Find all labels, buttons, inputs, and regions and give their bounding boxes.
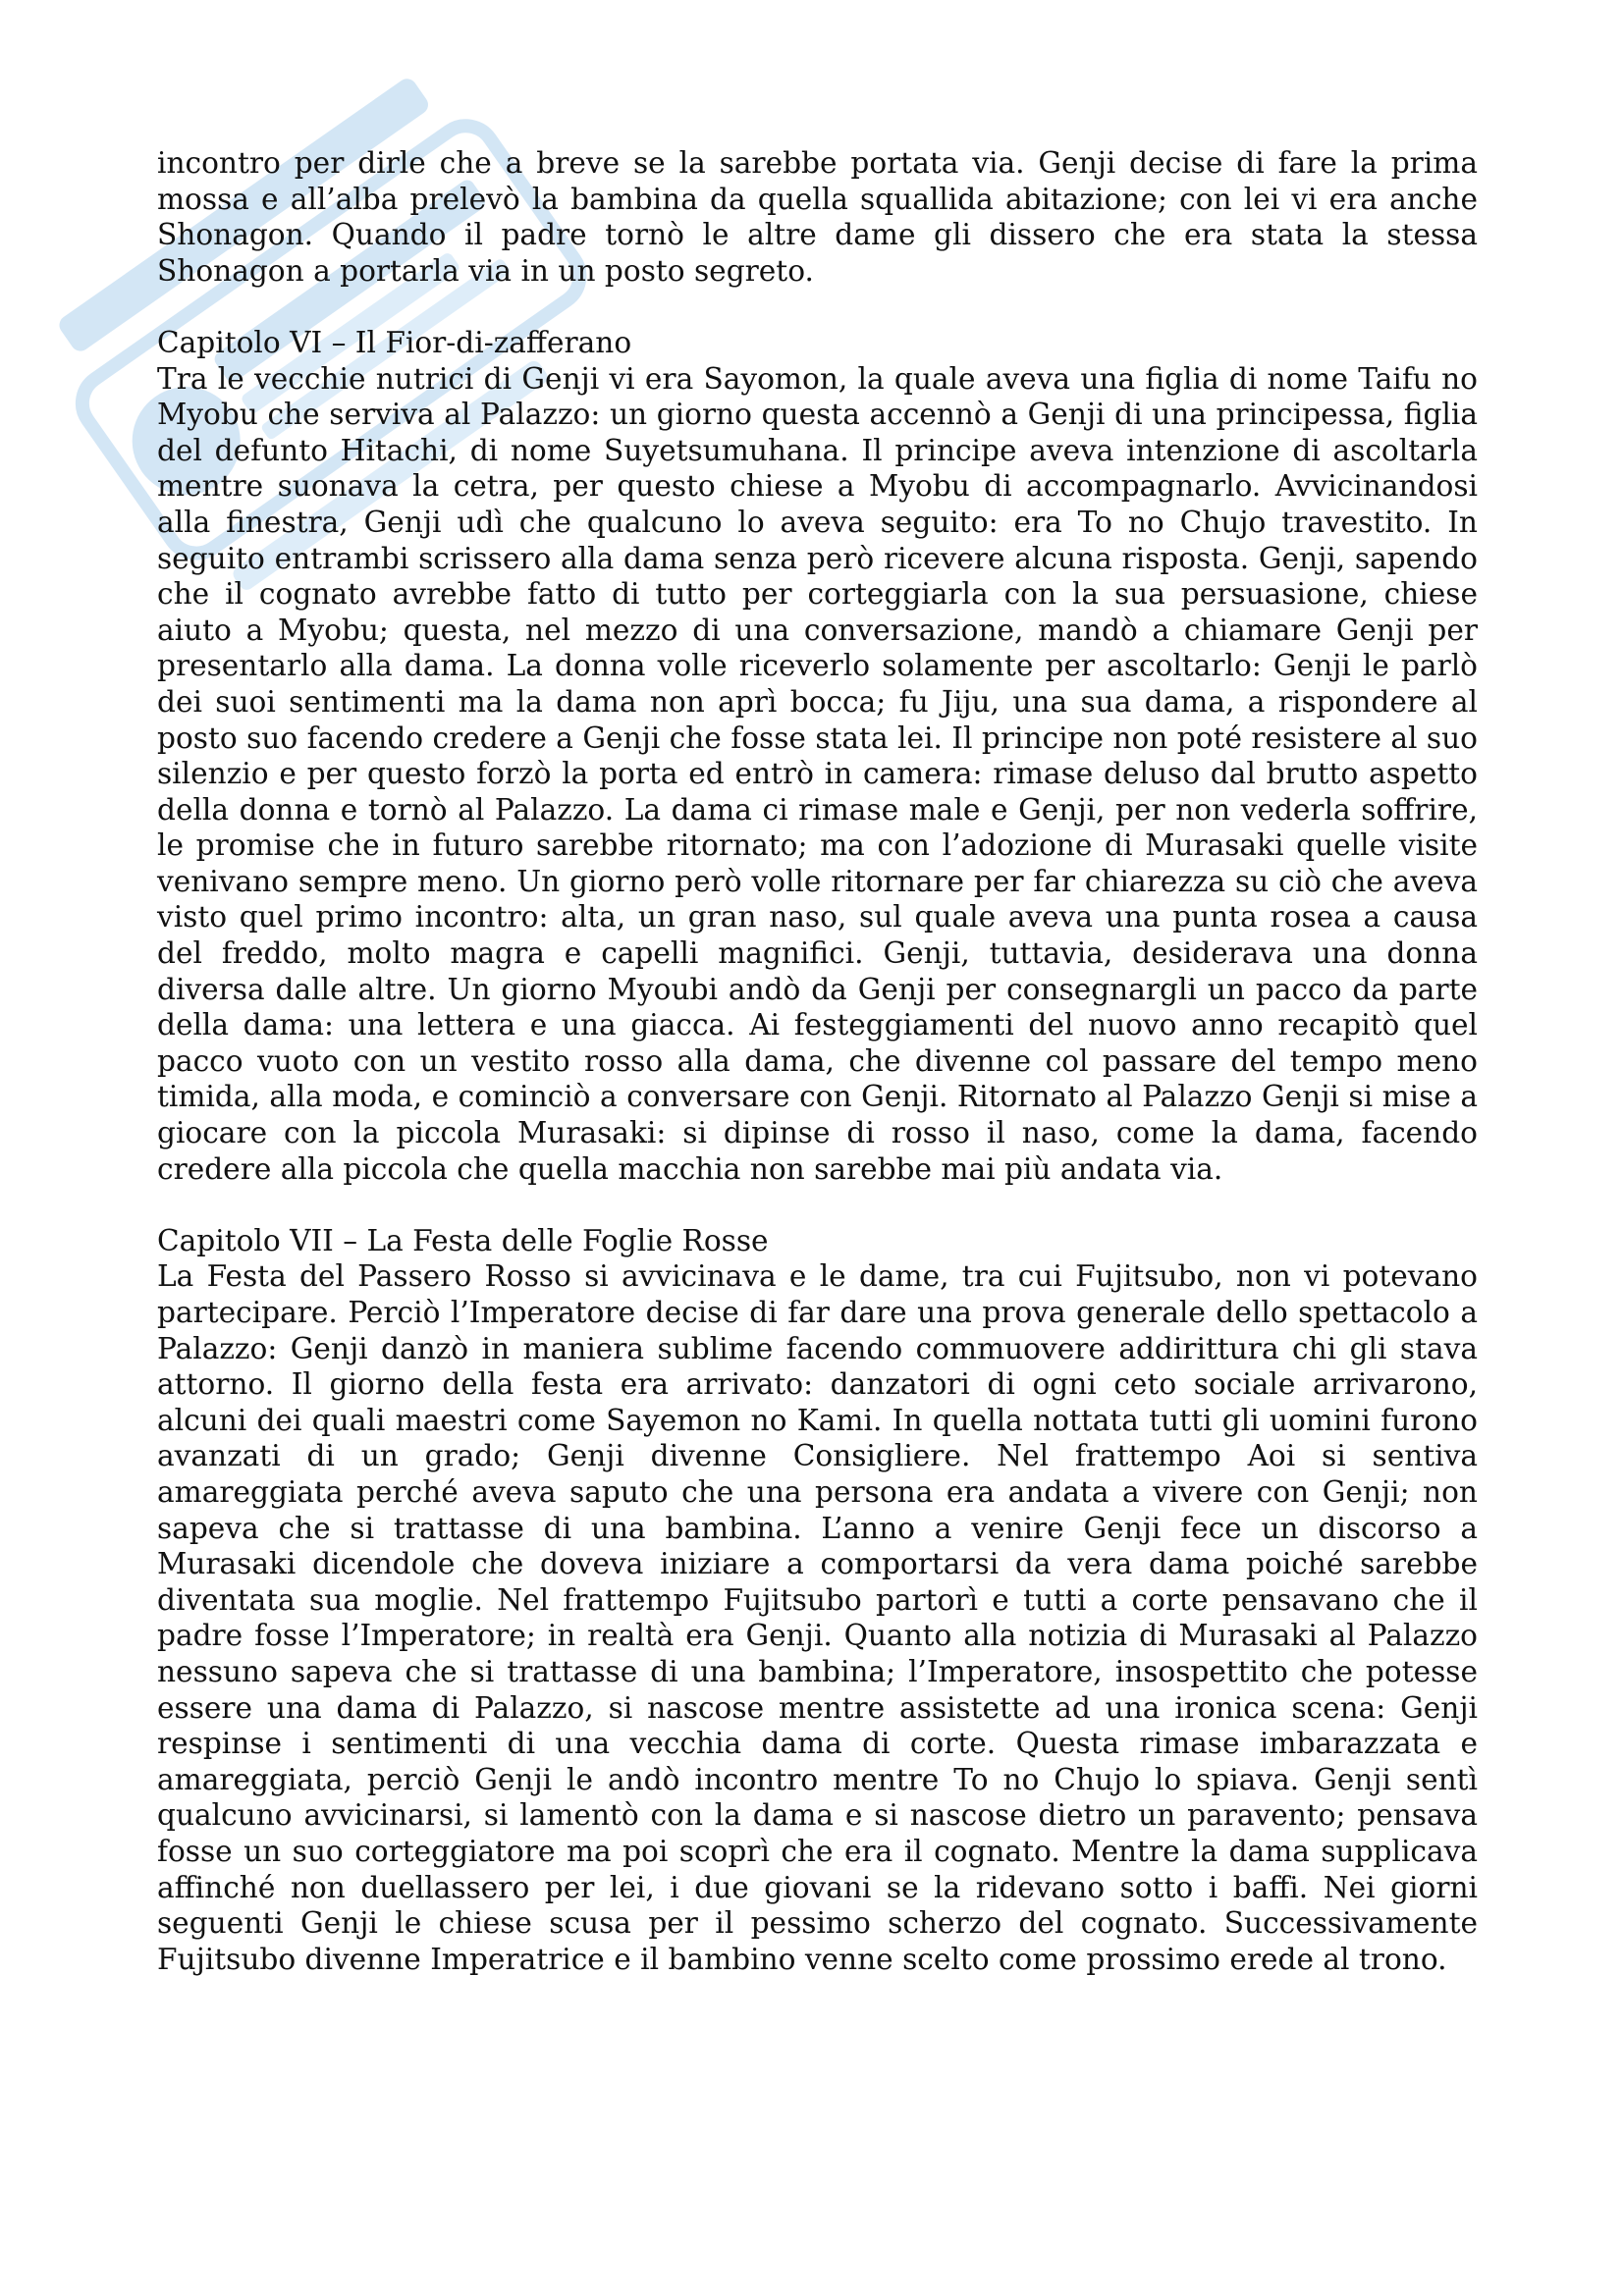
chapter-7-title: Capitolo VII – La Festa delle Foglie Rosse (157, 1223, 769, 1257)
chapter-6-title: Capitolo VI – Il Fior-di-zafferano (157, 325, 632, 359)
document-body (157, 145, 1478, 1977)
paragraph-spacer (157, 289, 1478, 325)
paragraph-spacer (157, 1187, 1478, 1223)
intro-paragraph: incontro per dirle che a breve se la sarebbe portata via. Genji decise di fare la prima mossa e all’alba prelevò la bambina da quella squallida abitazione; con lei vi era anche Shonagon. Quando il padre tornò le altre dame gli dissero che era stata la stessa Shonagon a portarla via in un posto segreto. (157, 146, 1478, 288)
chapter-6-text: Tra le vecchie nutrici di Genji vi era Sayomon, la quale aveva una figlia di nome Taifu no Myobu che serviva al Palazzo: un giorno questa accennò a Genji di una principessa, figlia del defunto Hitachi, di nome Suyetsumuhana. Il principe aveva intenzione di ascoltarla mentre suonava la cetra, per questo chiese a Myobu di accompagnarlo. Avvicinandosi alla finestra, Genji udì che qualcuno lo aveva seguito: era To no Chujo travestito. In seguito entrambi scrissero alla dama senza però ricevere alcuna risposta. Genji, sapendo che il cognato avrebbe fatto di tutto per corteggiarla con la sua persuasione, chiese aiuto a Myobu; questa, nel mezzo di una conversazione, mandò a chiamare Genji per presentarlo alla dama. La donna volle riceverlo solamente per ascoltarlo: Genji le parlò dei suoi sentimenti ma la dama non aprì bocca; fu Jiju, una sua dama, a rispondere al posto suo facendo credere a Genji che fosse stata lei. Il principe non poté resistere al suo silenzio e per questo forzò la porta ed entrò in camera: rimase deluso dal brutto aspetto della donna e tornò al Palazzo. La dama ci rimase male e Genji, per non vederla soffrire, le promise che in futuro sarebbe ritornato; ma con l’adozione di Murasaki quelle visite venivano sempre meno. Un giorno però volle ritornare per far chiarezza su ciò che aveva visto quel primo incontro: alta, un gran naso, sul quale aveva una punta rosea a causa del freddo, molto magra e capelli magnifici. Genji, tuttavia, desiderava una donna diversa dalle altre. Un giorno Myoubi andò da Genji per consegnargli un pacco da parte della dama: una lettera e una giacca. Ai festeggiamenti del nuovo anno recapitò quel pacco vuoto con un vestito rosso alla dama, che divenne col passare del tempo meno timida, alla moda, e cominciò a conversare con Genji. Ritornato al Palazzo Genji si mise a giocare con la piccola Murasaki: si dipinse di rosso il naso, come la dama, facendo credere alla piccola che quella macchia non sarebbe mai più andata via. (157, 361, 1478, 1186)
chapter-7-text: La Festa del Passero Rosso si avvicinava e le dame, tra cui Fujitsubo, non vi potevano partecipare. Perciò l’Imperatore decise di far dare una prova generale dello spettacolo a Palazzo: Genji danzò in maniera sublime facendo commuovere addirittura chi gli stava attorno. Il giorno della festa era arrivato: danzatori di ogni ceto sociale arrivarono, alcuni dei quali maestri come Sayemon no Kami. In quella nottata tutti gli uomini furono avanzati di un grado; Genji divenne Consigliere. Nel frattempo Aoi si sentiva amareggiata perché aveva saputo che una persona era andata a vivere con Genji; non sapeva che si trattasse di una bambina. L’anno a venire Genji fece un discorso a Murasaki dicendole che doveva iniziare a comportarsi da vera dama poiché sarebbe diventata sua moglie. Nel frattempo Fujitsubo partorì e tutti a corte pensavano che il padre fosse l’Imperatore; in realtà era Genji. Quanto alla notizia di Murasaki al Palazzo nessuno sapeva che si trattasse di una bambina; l’Imperatore, insospettito che potesse essere una dama di Palazzo, si nascose mentre assistette ad una ironica scena: Genji respinse i sentimenti di una vecchia dama di corte. Questa rimase imbarazzata e amareggiata, perciò Genji le andò incontro mentre To no Chujo lo spiava. Genji sentì qualcuno avvicinarsi, si lamentò con la dama e si nascose dietro un paravento; pensava fosse un suo corteggiatore ma poi scoprì che era il cognato. Mentre la dama supplicava affinché non duellassero per lei, i due giovani se la ridevano sotto i baffi. Nei giorni seguenti Genji le chiese scusa per il pessimo scherzo del cognato. Successivamente Fujitsubo divenne Imperatrice e il bambino venne scelto come prossimo erede al trono. (157, 1259, 1478, 1976)
